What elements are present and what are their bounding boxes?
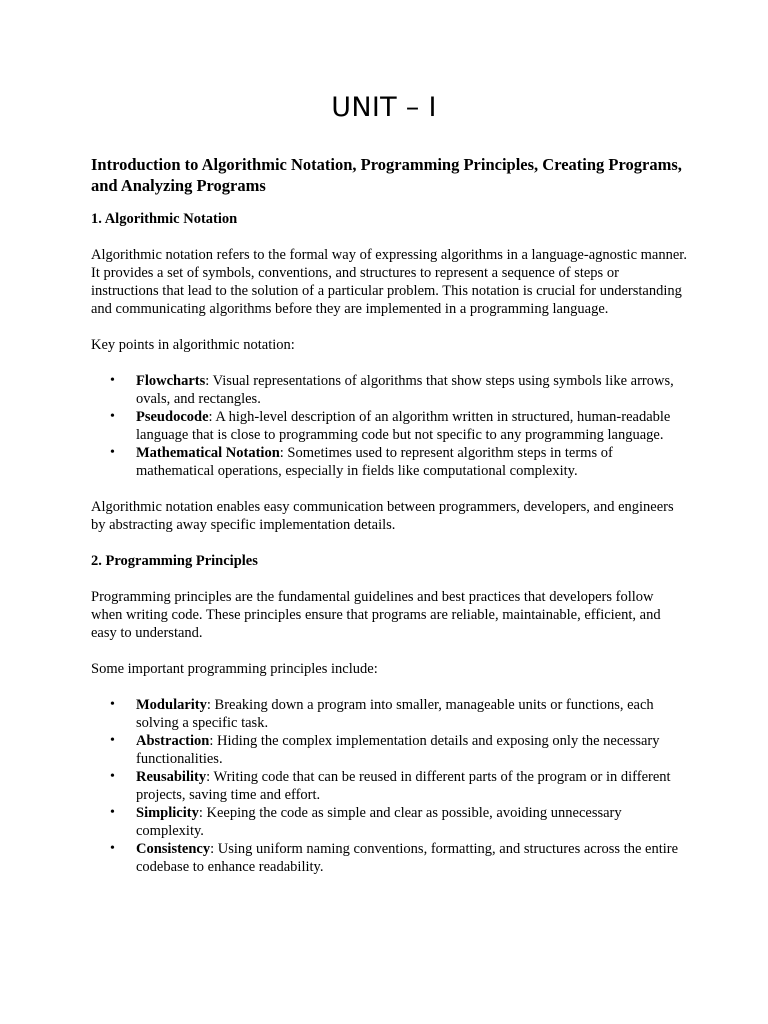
paragraph: Algorithmic notation refers to the formal way of expressing algorithms in a language-agnostic manner. It provides a set of symbols, conventions, and structures to represent a sequence of steps or instructions that lead to the solution of a particular problem. This notation is crucial for understanding and communicating algorithms before they are implemented in a programming language.: [91, 247, 687, 317]
section-heading-algorithmic-notation: 1. Algorithmic Notation: [91, 211, 238, 227]
list-item: [91, 804, 687, 840]
list-item-text: : Visual representations of algorithms that show steps using symbols like arrows, ovals, and rectangles.: [136, 373, 674, 407]
list-item: [91, 408, 687, 444]
bullet-icon: •: [110, 841, 115, 856]
list-item: [91, 372, 687, 408]
list-item-text: : Sometimes used to represent algorithm steps in terms of mathematical operations, especially in fields like computational complexity.: [136, 445, 613, 479]
list-item-term: Consistency: [136, 841, 211, 857]
list-item-term: Pseudocode: [136, 409, 209, 425]
list-item: [91, 768, 687, 804]
bullet-icon: •: [110, 733, 115, 748]
list-item-text: : Keeping the code as simple and clear as possible, avoiding unnecessary complexity.: [136, 805, 622, 839]
list-item: [91, 732, 687, 768]
bullet-icon: •: [110, 697, 115, 712]
bullet-icon: •: [110, 445, 115, 460]
section-heading-programming-principles: 2. Programming Principles: [91, 553, 258, 569]
paragraph: Some important programming principles include:: [91, 661, 378, 677]
list-item: [91, 696, 687, 732]
list-item-text: : Hiding the complex implementation details and exposing only the necessary functionalities.: [136, 733, 660, 767]
list-item-text: : Writing code that can be reused in different parts of the program or in different projects, saving time and effort.: [136, 769, 671, 803]
list-item: [91, 444, 687, 480]
bullet-icon: •: [110, 409, 115, 424]
list-item-text: : Breaking down a program into smaller, manageable units or functions, each solving a specific task.: [136, 697, 654, 731]
document-heading: Introduction to Algorithmic Notation, Programming Principles, Creating Programs, and Analyzing Programs: [91, 155, 682, 195]
paragraph: Algorithmic notation enables easy communication between programmers, developers, and engineers by abstracting away specific implementation details.: [91, 499, 674, 533]
list-item-term: Reusability: [136, 769, 207, 785]
list-item-term: Simplicity: [136, 805, 199, 821]
bullet-icon: •: [110, 805, 115, 820]
list-item-term: Mathematical Notation: [136, 445, 280, 461]
unit-title: UNIT – I: [331, 92, 437, 123]
list-item: [91, 840, 687, 876]
paragraph: Programming principles are the fundamental guidelines and best practices that developers follow when writing code. These principles ensure that programs are reliable, maintainable, efficient, and easy to understand.: [91, 589, 661, 641]
document-body: [91, 155, 687, 894]
bullet-list: [91, 372, 687, 480]
paragraph: Key points in algorithmic notation:: [91, 337, 295, 353]
list-item-text: : A high-level description of an algorithm written in structured, human-readable language that is close to programming code but not specific to any programming language.: [136, 409, 671, 443]
list-item-text: : Using uniform naming conventions, formatting, and structures across the entire codebase to enhance readability.: [136, 841, 679, 875]
bullet-icon: •: [110, 373, 115, 388]
bullet-icon: •: [110, 769, 115, 784]
bullet-list: [91, 696, 687, 876]
list-item-term: Abstraction: [136, 733, 210, 749]
list-item-term: Flowcharts: [136, 373, 206, 389]
list-item-term: Modularity: [136, 697, 207, 713]
